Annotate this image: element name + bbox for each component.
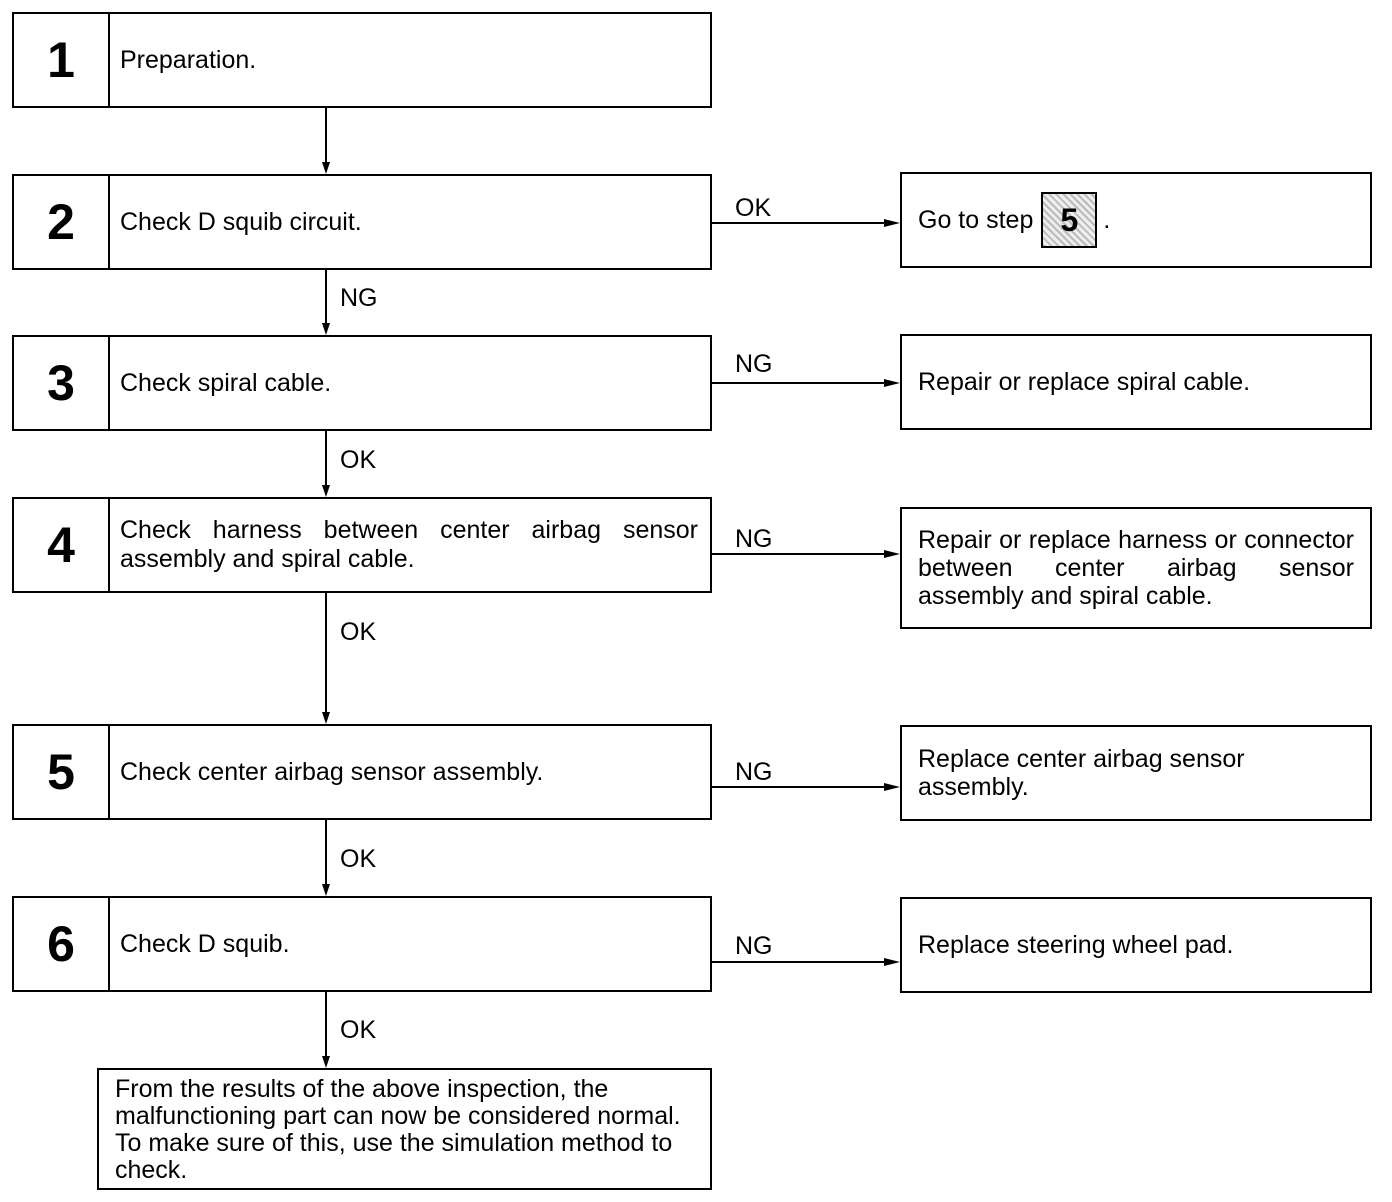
result-text: Repair or replace spiral cable.	[918, 368, 1251, 396]
flow-label: OK	[340, 618, 377, 646]
result-box-step4	[900, 507, 1372, 629]
result-text: Replace center airbag sensor assembly.	[918, 745, 1245, 801]
final-note-text: From the results of the above inspection, the malfunctioning part can now be considered normal. To make sure of this, use the simulation method to check.	[115, 1075, 681, 1184]
result-text: Go to step	[918, 206, 1034, 234]
arrow-down-icon	[322, 884, 330, 896]
step-text: Preparation.	[120, 45, 257, 74]
step-number: 5	[14, 726, 110, 818]
flow-label: OK	[340, 1016, 377, 1044]
branch-label: NG	[735, 932, 773, 960]
arrow-right-icon	[884, 219, 900, 227]
result-box-step5	[900, 725, 1372, 821]
arrow-right-icon	[884, 958, 900, 966]
step-reference: 5	[1041, 192, 1097, 248]
arrow-down-icon	[322, 162, 330, 174]
step-text: Check D squib.	[120, 929, 290, 958]
arrow-down-icon	[322, 1056, 330, 1068]
connector-2-3	[325, 270, 327, 323]
result-box-step3	[900, 334, 1372, 430]
step-text: Check spiral cable.	[120, 368, 332, 397]
connector-6-final	[325, 992, 327, 1056]
flow-label: OK	[340, 446, 377, 474]
branch-line-3	[712, 382, 884, 384]
connector-3-4	[325, 431, 327, 485]
result-box-step2	[900, 172, 1372, 268]
flow-label: OK	[340, 845, 377, 873]
result-box-step6	[900, 897, 1372, 993]
arrow-down-icon	[322, 323, 330, 335]
arrow-right-icon	[884, 550, 900, 558]
final-note-box	[97, 1068, 712, 1190]
step-number: 2	[14, 176, 110, 268]
branch-label: OK	[735, 194, 772, 222]
step-2-box	[12, 174, 712, 270]
arrow-right-icon	[884, 379, 900, 387]
step-text: Check harness between center airbag sensor assembly and spiral cable.	[120, 516, 698, 573]
step-text: Check D squib circuit.	[120, 207, 362, 236]
connector-5-6	[325, 820, 327, 884]
step-number: 1	[14, 14, 110, 106]
arrow-down-icon	[322, 712, 330, 724]
result-suffix: .	[1103, 206, 1111, 234]
result-text: Repair or replace harness or connector between center airbag sensor assembly and spiral cable.	[918, 526, 1354, 610]
step-4-box	[12, 497, 712, 593]
branch-label: NG	[735, 525, 773, 553]
step-number: 6	[14, 898, 110, 990]
arrow-right-icon	[884, 783, 900, 791]
connector-4-5	[325, 593, 327, 712]
step-1-box	[12, 12, 712, 108]
branch-label: NG	[735, 350, 773, 378]
flow-label: NG	[340, 284, 378, 312]
connector-1-2	[325, 108, 327, 162]
step-text: Check center airbag sensor assembly.	[120, 757, 544, 786]
step-3-box	[12, 335, 712, 431]
branch-label: NG	[735, 758, 773, 786]
step-number: 4	[14, 499, 110, 591]
branch-line-6	[712, 961, 884, 963]
step-6-box	[12, 896, 712, 992]
arrow-down-icon	[322, 485, 330, 497]
step-5-box	[12, 724, 712, 820]
step-number: 3	[14, 337, 110, 429]
result-text: Replace steering wheel pad.	[918, 931, 1234, 959]
